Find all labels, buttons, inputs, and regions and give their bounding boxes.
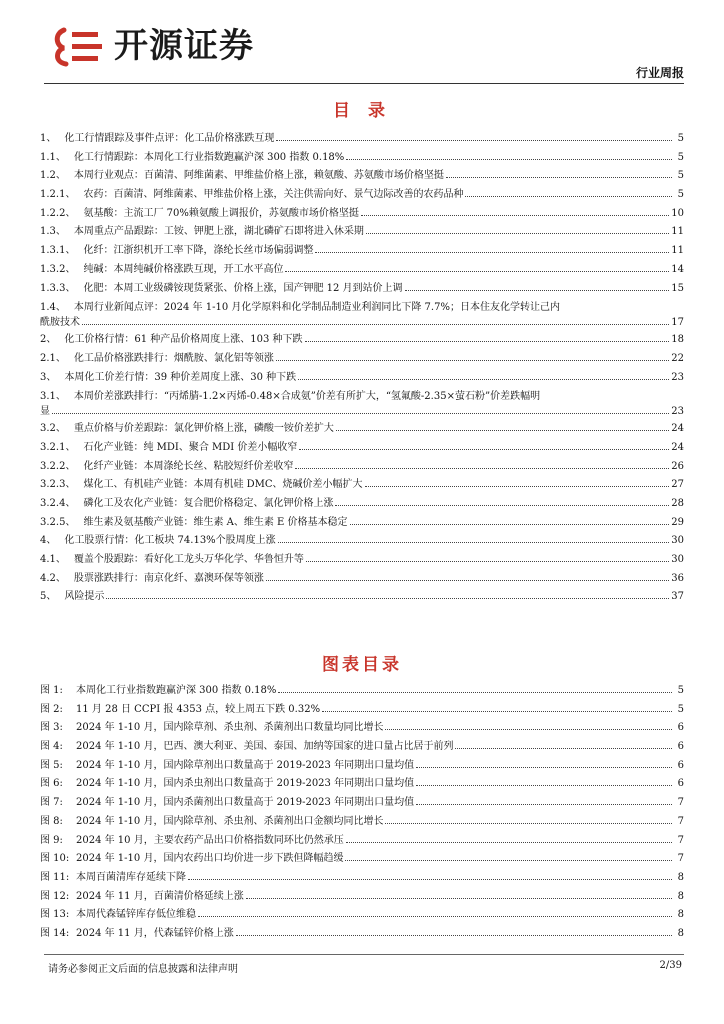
- figure-entry[interactable]: [40, 794, 684, 813]
- entry-title: 化纤产业链：本周涤纶长丝、粘胶短纤价差收窄: [83, 460, 294, 472]
- dot-leader: [106, 597, 669, 599]
- toc-entry[interactable]: [40, 420, 684, 439]
- toc-entry[interactable]: [40, 588, 684, 607]
- entry-page: 11: [671, 245, 684, 257]
- dot-leader: [278, 691, 672, 693]
- entry-page: 30: [671, 554, 684, 566]
- dot-leader: [416, 784, 672, 786]
- entry-number: 4、: [40, 535, 57, 547]
- entry-number: 3.1、: [40, 391, 66, 403]
- entry-title: 覆盖个股跟踪：看好化工龙头万华化学、华鲁恒升等: [73, 554, 304, 566]
- entry-page: 6: [677, 759, 684, 771]
- dot-leader: [315, 251, 669, 253]
- dot-leader: [276, 139, 672, 141]
- dot-leader: [345, 859, 672, 861]
- figure-entry[interactable]: [40, 701, 684, 720]
- dot-leader: [405, 289, 670, 291]
- figure-entry[interactable]: [40, 738, 684, 757]
- figure-entry[interactable]: [40, 906, 684, 925]
- toc-entry[interactable]: [40, 476, 684, 495]
- dot-leader: [322, 710, 672, 712]
- entry-page: 23: [671, 371, 684, 383]
- entry-title: 化工价格行情：61 种产品价格周度上涨、103 种下跌: [64, 334, 303, 346]
- dot-leader: [416, 766, 672, 768]
- figure-entry[interactable]: [40, 775, 684, 794]
- figure-list: [40, 682, 684, 944]
- entry-title: 磷化工及农化产业链：复合肥价格稳定、氯化钾价格上涨: [83, 498, 334, 509]
- entry-number: 图 1:: [40, 685, 63, 696]
- dot-leader: [198, 915, 672, 917]
- dot-leader: [305, 340, 670, 342]
- dot-leader: [366, 232, 669, 234]
- disclaimer: 请务必参阅正文后面的信息披露和法律声明: [48, 964, 238, 975]
- entry-title: 2024 年 10 月，主要农药产品出口价格指数同环比仍然承压: [76, 834, 344, 846]
- figure-entry[interactable]: [40, 869, 684, 888]
- entry-title: 本周价差涨跌排行：“丙烯腈-1.2×丙烯-0.48×合成氨”价差有所扩大，“氢氟酸-2.35×萤石粉”价差跌幅明: [73, 391, 541, 403]
- figure-entry[interactable]: [40, 813, 684, 832]
- figure-entry[interactable]: [40, 719, 684, 738]
- entry-number: 图 2:: [40, 703, 63, 715]
- header-divider: [44, 83, 684, 84]
- entry-page: 5: [677, 685, 684, 696]
- figure-entry[interactable]: [40, 832, 684, 851]
- toc-entry[interactable]: [40, 350, 684, 369]
- entry-title: 11 月 28 日 CCPI 报 4353 点，较上周五下跌 0.32%: [76, 703, 321, 715]
- entry-page: 5: [677, 703, 684, 715]
- entry-page: 7: [677, 834, 684, 846]
- entry-title: 石化产业链：纯 MDI、聚合 MDI 价差小幅收窄: [83, 441, 298, 453]
- entry-number: 图 4:: [40, 741, 63, 753]
- entry-number: 图 12:: [40, 890, 70, 902]
- figures-title: 图表目录: [322, 655, 402, 675]
- toc-entry[interactable]: [40, 261, 684, 280]
- toc-entry[interactable]: [40, 280, 684, 299]
- figure-entry[interactable]: [40, 888, 684, 907]
- dot-leader: [266, 579, 669, 581]
- dot-leader: [365, 485, 670, 487]
- entry-title: 2024 年 1-10 月，国内除草剂出口数量高于 2019-2023 年同期出口量均值: [76, 759, 415, 771]
- entry-title: 氨基酸：主流工厂 70%赖氨酸上调报价，苏氨酸市场价格坚挺: [83, 207, 359, 219]
- entry-number: 图 7:: [40, 797, 63, 809]
- entry-title: 重点价格与价差跟踪：氯化钾价格上涨，磷酸一铵价差扩大: [73, 423, 334, 435]
- dot-leader: [455, 747, 672, 749]
- entry-page: 22: [671, 352, 684, 364]
- dot-leader: [385, 822, 672, 824]
- entry-number: 3.2.4、: [40, 498, 76, 509]
- brand-logo-icon: [50, 24, 108, 68]
- entry-number: 2.1、: [40, 352, 66, 364]
- table-of-contents: [40, 130, 684, 607]
- dot-leader: [385, 728, 672, 730]
- report-type: 行业周报: [635, 66, 684, 80]
- entry-title: 本周重点产品跟踪：工铵、钾肥上涨，湖北磷矿石即将进入休采期: [73, 226, 364, 238]
- figure-entry[interactable]: [40, 757, 684, 776]
- entry-title: 2024 年 1-10 月，国内除草剂、杀虫剂、杀菌剂出口数量均同比增长: [76, 722, 384, 734]
- entry-page: 37: [671, 591, 684, 603]
- entry-title: 2024 年 11 月，代森锰锌价格上涨: [76, 927, 234, 939]
- toc-entry[interactable]: [40, 458, 684, 477]
- dot-leader: [299, 448, 669, 450]
- entry-title: 化纤：江浙织机开工率下降，涤纶长丝市场偏弱调整: [83, 245, 314, 257]
- dot-leader: [416, 803, 672, 805]
- toc-entry[interactable]: [40, 387, 684, 420]
- dot-leader: [295, 467, 669, 469]
- dot-leader: [236, 934, 672, 936]
- entry-number: 1.2.2、: [40, 207, 76, 219]
- entry-page: 26: [671, 460, 684, 472]
- entry-page: 5: [677, 170, 684, 182]
- entry-number: 1.3.1、: [40, 245, 76, 257]
- entry-title: 维生素及氨基酸产业链：维生素 A、维生素 E 价格基本稳定: [83, 516, 348, 528]
- entry-title: 化工行情跟踪：本周化工行业指数跑赢沪深 300 指数 0.18%: [73, 151, 345, 163]
- entry-page: 10: [671, 207, 684, 219]
- entry-number: 1.3、: [40, 226, 66, 238]
- entry-number: 1、: [40, 133, 57, 144]
- entry-title: 本周行业观点：百菌清、阿维菌素、甲维盐价格上涨，赖氨酸、苏氨酸市场价格坚挺: [73, 170, 444, 182]
- entry-number: 图 8:: [40, 815, 63, 827]
- entry-page: 6: [677, 722, 684, 734]
- dot-leader: [361, 214, 669, 216]
- figure-entry[interactable]: [40, 925, 684, 944]
- toc-entry[interactable]: [40, 551, 684, 570]
- entry-page: 15: [671, 282, 684, 294]
- entry-title: 化肥：本周工业级磷铵现货紧张、价格上涨，国产钾肥 12 月到站价上调: [83, 282, 403, 294]
- toc-title: 目 录: [333, 101, 391, 121]
- entry-number: 1.1、: [40, 151, 66, 163]
- entry-title: 纯碱：本周纯碱价格涨跌互现，开工水平高位: [83, 263, 284, 275]
- entry-page: 24: [671, 423, 684, 435]
- entry-number: 图 6:: [40, 778, 63, 790]
- entry-title: 化工行情跟踪及事件点评：化工品价格涨跌互现: [64, 133, 275, 144]
- page-number: 2/39: [659, 960, 682, 971]
- entry-number: 3.2.2、: [40, 460, 76, 472]
- entry-page: 8: [677, 927, 684, 939]
- dot-leader: [346, 841, 672, 843]
- page-header: [0, 0, 724, 86]
- entry-page: 17: [671, 317, 684, 329]
- entry-number: 1.3.3、: [40, 282, 76, 294]
- entry-title: 2024 年 11 月，百菌清价格延续上涨: [76, 890, 244, 902]
- entry-number: 3.2.3、: [40, 479, 76, 491]
- entry-page: 7: [677, 815, 684, 827]
- entry-page: 36: [671, 572, 684, 584]
- figure-entry[interactable]: [40, 850, 684, 869]
- dot-leader: [82, 323, 669, 325]
- brand-name: 开源证券: [114, 26, 254, 66]
- entry-page: 5: [677, 133, 684, 144]
- entry-title-continued: 显: [40, 406, 50, 418]
- entry-number: 图 11:: [40, 871, 70, 883]
- footer-divider: [44, 954, 684, 955]
- entry-number: 图 9:: [40, 834, 63, 846]
- entry-title: 本周化工行业指数跑赢沪深 300 指数 0.18%: [76, 685, 277, 696]
- toc-entry[interactable]: [40, 298, 684, 331]
- entry-number: 1.2.1、: [40, 189, 76, 201]
- entry-title: 2024 年 1-10 月，国内杀虫剂出口数量高于 2019-2023 年同期出口量均值: [76, 778, 415, 790]
- entry-page: 24: [671, 441, 684, 453]
- toc-entry[interactable]: [40, 532, 684, 551]
- entry-title: 2024 年 1-10 月，国内农药出口均价进一步下跌但降幅趋缓: [76, 853, 344, 865]
- dot-leader: [276, 359, 669, 361]
- entry-page: 28: [671, 498, 684, 509]
- dot-leader: [350, 523, 670, 525]
- dot-leader: [335, 504, 669, 506]
- entry-number: 3、: [40, 371, 57, 383]
- entry-number: 3.2.5、: [40, 516, 76, 528]
- entry-number: 3.2.1、: [40, 441, 76, 453]
- entry-page: 18: [671, 334, 684, 346]
- entry-page: 30: [671, 535, 684, 547]
- entry-page: 29: [671, 516, 684, 528]
- entry-title: 化工品价格涨跌排行：烟酰胺、氯化铝等领涨: [73, 352, 274, 364]
- toc-entry[interactable]: [40, 369, 684, 388]
- toc-entry[interactable]: [40, 186, 684, 205]
- entry-title: 化工股票行情：化工板块 74.13%个股周度上涨: [64, 535, 276, 547]
- toc-entry[interactable]: [40, 242, 684, 261]
- entry-number: 4.2、: [40, 572, 66, 584]
- dot-leader: [306, 560, 669, 562]
- entry-page: 6: [677, 778, 684, 790]
- toc-entry[interactable]: [40, 514, 684, 533]
- entry-page: 6: [677, 741, 684, 753]
- entry-page: 14: [671, 263, 684, 275]
- toc-entry[interactable]: [40, 149, 684, 168]
- dot-leader: [298, 378, 669, 380]
- dot-leader: [346, 158, 672, 160]
- entry-number: 图 3:: [40, 722, 63, 734]
- entry-page: 5: [677, 151, 684, 163]
- dot-leader: [336, 429, 669, 431]
- entry-title: 煤化工、有机硅产业链：本周有机硅 DMC、烧碱价差小幅扩大: [83, 479, 363, 491]
- figure-entry[interactable]: [40, 682, 684, 701]
- entry-number: 1.3.2、: [40, 263, 76, 275]
- entry-number: 图 13:: [40, 909, 70, 921]
- dot-leader: [285, 270, 669, 272]
- entry-title: 股票涨跌排行：南京化纤、嘉澳环保等领涨: [73, 572, 264, 584]
- toc-entry[interactable]: [40, 570, 684, 589]
- entry-page: 7: [677, 797, 684, 809]
- dot-leader: [246, 897, 672, 899]
- entry-title: 2024 年 1-10 月，巴西、澳大利亚、美国、泰国、加纳等国家的进口量占比居于前列: [76, 741, 454, 753]
- toc-entry[interactable]: [40, 223, 684, 242]
- toc-entry[interactable]: [40, 167, 684, 186]
- entry-number: 5、: [40, 591, 57, 603]
- entry-title: 本周代森锰锌库存低位维稳: [76, 909, 196, 921]
- entry-page: 11: [671, 226, 684, 238]
- toc-entry[interactable]: [40, 130, 684, 149]
- entry-number: 3.2、: [40, 423, 66, 435]
- entry-title: 农药：百菌清、阿维菌素、甲维盐价格上涨，关注供需向好、景气边际改善的农药品种: [83, 189, 464, 201]
- toc-entry[interactable]: [40, 495, 684, 514]
- dot-leader: [52, 412, 669, 414]
- entry-title: 本周百菌清库存延续下降: [76, 871, 186, 883]
- entry-page: 8: [677, 890, 684, 902]
- dot-leader: [446, 176, 672, 178]
- toc-entry[interactable]: [40, 205, 684, 224]
- entry-number: 2、: [40, 334, 57, 346]
- entry-page: 7: [677, 853, 684, 865]
- toc-entry[interactable]: [40, 439, 684, 458]
- dot-leader: [465, 195, 672, 197]
- entry-number: 1.4、: [40, 302, 66, 314]
- entry-page: 5: [677, 189, 684, 201]
- entry-page: 8: [677, 909, 684, 921]
- dot-leader: [188, 878, 672, 880]
- dot-leader: [278, 541, 670, 543]
- entry-title: 风险提示: [64, 591, 105, 603]
- entry-number: 图 14:: [40, 927, 70, 939]
- entry-page: 8: [677, 871, 684, 883]
- toc-entry[interactable]: [40, 331, 684, 350]
- entry-title: 本周行业新闻点评：2024 年 1-10 月化学原料和化学制品制造业利润同比下降 7.7%；日本住友化学转让己内: [73, 302, 560, 314]
- entry-page: 27: [671, 479, 684, 491]
- entry-title: 2024 年 1-10 月，国内杀菌剂出口数量高于 2019-2023 年同期出口量均值: [76, 797, 415, 809]
- entry-number: 4.1、: [40, 554, 66, 566]
- entry-number: 图 5:: [40, 759, 63, 771]
- entry-title: 2024 年 1-10 月，国内除草剂、杀虫剂、杀菌剂出口金额均同比增长: [76, 815, 384, 827]
- entry-title-continued: 酰胺技术: [40, 317, 80, 329]
- entry-number: 1.2、: [40, 170, 66, 182]
- entry-number: 图 10:: [40, 853, 70, 865]
- entry-title: 本周化工价差行情：39 种价差周度上涨、30 种下跌: [64, 371, 297, 383]
- entry-page: 23: [671, 406, 684, 418]
